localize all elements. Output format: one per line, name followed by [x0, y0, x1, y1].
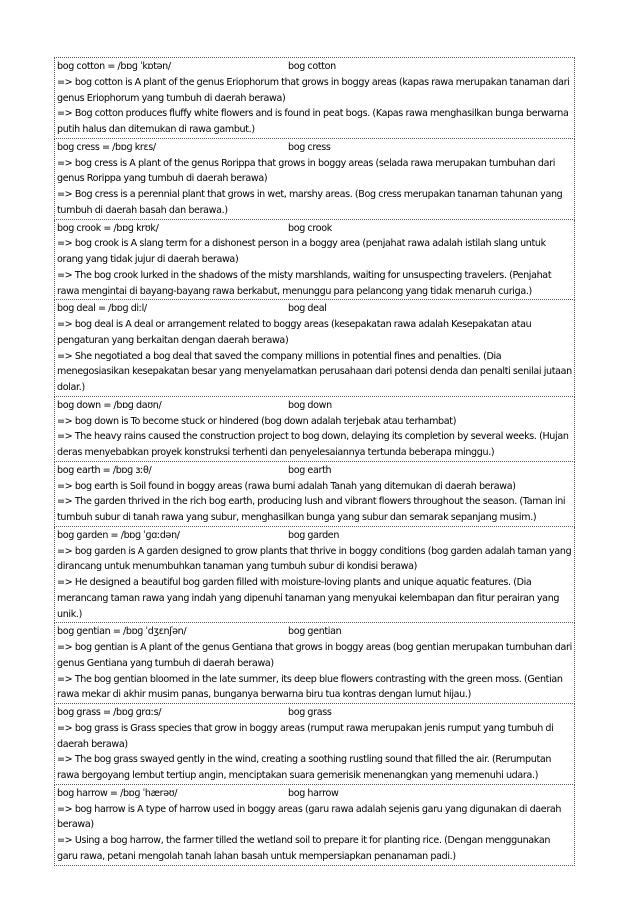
- entry-term-pronunciation: bog cotton = /bɒɡ ˈkɒtən/: [57, 61, 171, 72]
- entry-example: => The bog grass swayed gently in the wind, creating a soothing rustling sound that filled the air. (Rerumputan rawa bergoyang lembut tertiup angin, menciptakan suara gemerisik menenangkan yang memenuhi udara.): [57, 754, 552, 781]
- entry-term-pronunciation: bog deal = /bɒɡ diːl/: [57, 303, 147, 315]
- entry-definition: => bog deal is A deal or arrangement related to boggy areas (kesepakatan rawa adalah Kesepakatan atau pengaturan yang berkaitan dengan daerah berawa): [57, 319, 532, 346]
- entry-heading: [57, 59, 573, 75]
- entry-term-pronunciation: bog harrow = /bɒɡ ˈhærəʊ/: [57, 787, 178, 799]
- glossary-entry-bog-down: [54, 397, 575, 462]
- entry-example: => The garden thrived in the rich bog earth, producing lush and vibrant flowers throughout the season. (Taman ini tumbuh subur di tanah rawa yang subur, menghasilkan bunga yang subur dan semarak sepanjang musim.): [57, 496, 566, 523]
- entry-heading: [57, 786, 573, 802]
- entry-example: => Using a bog harrow, the farmer tilled the wetland soil to prepare it for planting rice. (Dengan menggunakan garu rawa, petani mengolah tanah lahan basah untuk mempersiapkan penanaman padi.): [57, 835, 551, 862]
- entry-definition: => bog earth is Soil found in boggy areas (rawa bumi adalah Tanah yang ditemukan di daerah berawa): [57, 480, 516, 492]
- glossary-entry-bog-earth: [54, 462, 575, 527]
- entry-definition: => bog crook is A slang term for a dishonest person in a boggy area (penjahat rawa adalah istilah slang untuk orang yang tidak jujur di daerah berawa): [57, 238, 546, 265]
- entry-example: => The bog gentian bloomed in the late summer, its deep blue flowers contrasting with the green moss. (Gentian rawa mekar di akhir musim panas, bunganya berwarna biru tua kontras dengan lumut hijau.): [57, 673, 563, 701]
- entry-heading: [57, 528, 573, 544]
- entry-term-pronunciation: bog cress = /bɒɡ krɛs/: [57, 141, 156, 153]
- glossary-entry-bog-cotton: [54, 57, 575, 139]
- entry-term-pronunciation: bog down = /bɒɡ daʊn/: [57, 399, 162, 411]
- entry-definition: => bog harrow is A type of harrow used in boggy areas (garu rawa adalah sejenis garu yang digunakan di daerah berawa): [57, 803, 562, 831]
- glossary-entry-bog-cress: [54, 139, 575, 220]
- entry-heading: [57, 463, 573, 479]
- entry-definition: => bog cotton is A plant of the genus Eriophorum that grows in boggy areas (kapas rawa merupakan tanaman dari genus Eriophorum yang tumbuh di daerah berawa): [57, 76, 570, 104]
- entry-word: bog cress: [288, 141, 331, 153]
- entry-definition: => bog grass is Grass species that grow in boggy areas (rumput rawa merupakan jenis rumput yang tumbuh di daerah berawa): [57, 722, 554, 750]
- entry-definition: => bog down is To become stuck or hindered (bog down adalah terjebak atau terhambat): [57, 415, 457, 427]
- glossary-entry-bog-deal: [54, 300, 575, 397]
- entry-word: bog deal: [288, 303, 327, 315]
- entry-example: => She negotiated a bog deal that saved the company millions in potential fines and penalties. (Dia menegosiasikan kesepakatan besar yang menyelamatkan perusahaan dari potensi denda dan penalti senilai jutaan dolar.): [57, 350, 572, 393]
- entry-definition: => bog garden is A garden designed to grow plants that thrive in boggy conditions (bog garden adalah taman yang dirancang untuk menumbuhkan tanaman yang tumbuh subur di kondisi berawa): [57, 545, 572, 573]
- entry-example: => Bog cress is a perennial plant that grows in wet, marshy areas. (Bog cress merupakan tanaman tahunan yang tumbuh di daerah basah dan berawa.): [57, 189, 563, 216]
- glossary-entry-bog-harrow: [54, 785, 575, 866]
- entry-word: bog garden: [288, 529, 340, 541]
- entry-definition: => bog cress is A plant of the genus Rorippa that grows in boggy areas (selada rawa merupakan tumbuhan dari genus Rorippa yang tumbuh di daerah berawa): [57, 157, 556, 185]
- entry-heading: [57, 140, 573, 156]
- entry-heading: [57, 301, 573, 317]
- entry-word: bog crook: [288, 222, 332, 234]
- entry-example: => Bog cotton produces fluffy white flowers and is found in peat bogs. (Kapas rawa menghasilkan bunga berwarna putih halus dan ditemukan di rawa gambut.): [57, 108, 569, 135]
- entry-term-pronunciation: bog grass = /bɒɡ ɡrɑːs/: [57, 707, 162, 718]
- entry-example: => The bog crook lurked in the shadows of the misty marshlands, waiting for unsuspecting travelers. (Penjahat rawa mengintai di bayang-bayang rawa berkabut, menunggu para pelancong yang tidak menaruh curiga.): [57, 269, 552, 297]
- glossary-document: [54, 57, 575, 866]
- glossary-entry-bog-gentian: [54, 623, 575, 704]
- entry-word: bog down: [288, 399, 332, 411]
- entry-term-pronunciation: bog earth = /bɒɡ ɜːθ/: [57, 464, 152, 476]
- entry-example: => The heavy rains caused the construction project to bog down, delaying its completion by several weeks. (Hujan deras menyebabkan proyek konstruksi terhenti dan penyelesaiannya tertunda beberapa minggu.): [57, 431, 569, 458]
- entry-word: bog harrow: [288, 787, 339, 799]
- entry-term-pronunciation: bog garden = /bɒɡ ˈɡɑːdən/: [57, 529, 180, 541]
- entry-term-pronunciation: bog gentian = /bɒɡ ˈdʒɛnʃən/: [57, 626, 187, 638]
- entry-word: bog earth: [288, 464, 332, 476]
- entry-example: => He designed a beautiful bog garden filled with moisture-loving plants and unique aquatic features. (Dia merancang taman rawa yang indah yang dipenuhi tanaman yang menyukai kelembapan dan fitur perairan yang unik.): [57, 577, 560, 620]
- entry-word: bog grass: [288, 707, 332, 718]
- entry-word: bog cotton: [288, 61, 336, 72]
- glossary-entry-bog-grass: [54, 704, 575, 785]
- entry-heading: [57, 221, 573, 237]
- entry-definition: => bog gentian is A plant of the genus Gentiana that grows in boggy areas (bog gentian merupakan tumbuhan dari genus Gentiana yang tumbuh di daerah berawa): [57, 642, 572, 669]
- glossary-entry-bog-crook: [54, 220, 575, 301]
- glossary-entry-bog-garden: [54, 527, 575, 624]
- entry-word: bog gentian: [288, 626, 342, 638]
- entry-heading: [57, 398, 573, 414]
- entry-heading: [57, 624, 573, 640]
- entry-term-pronunciation: bog crook = /bɒɡ krʊk/: [57, 222, 159, 234]
- entry-heading: [57, 705, 573, 721]
